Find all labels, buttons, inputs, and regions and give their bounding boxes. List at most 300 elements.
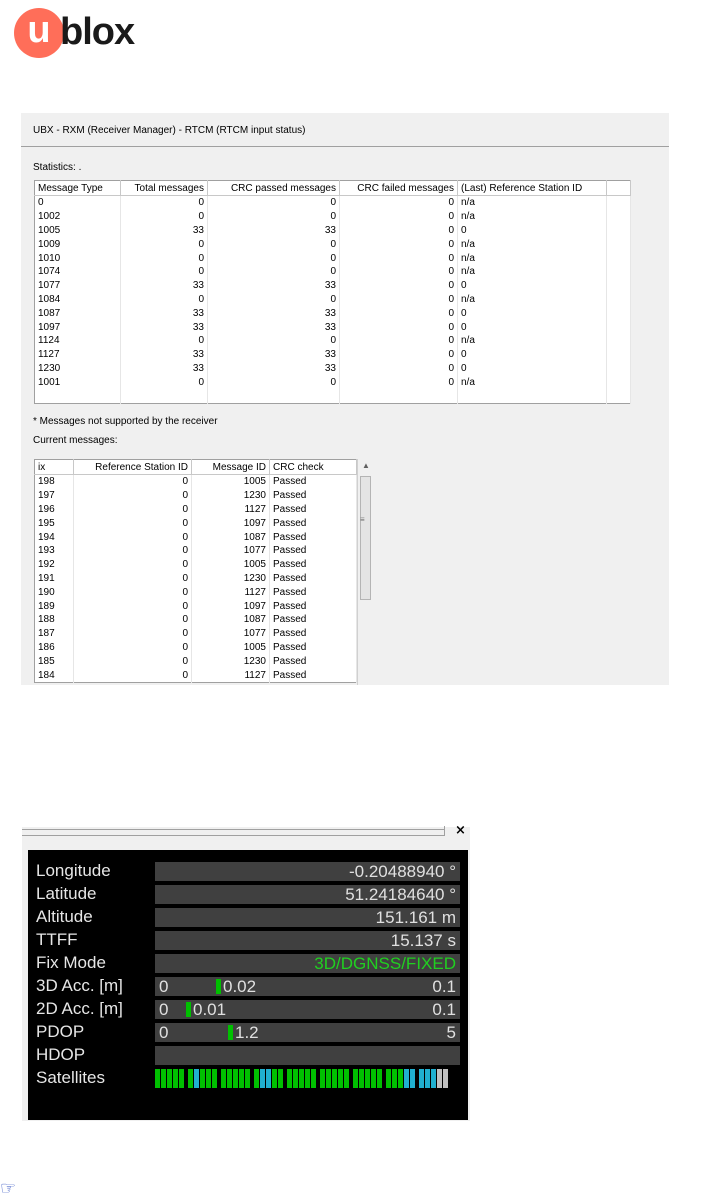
satellite-bar (254, 1069, 259, 1088)
cell-crc-failed: 0 (340, 224, 458, 238)
cell-ix: 188 (35, 613, 74, 627)
cell-ref-station: n/a (458, 265, 607, 279)
acc2d-label: 2D Acc. [m] (36, 999, 123, 1018)
satellite-bar (332, 1069, 337, 1088)
cell-filler (607, 237, 631, 251)
acc2d-marker (186, 1002, 191, 1017)
satellite-bar (365, 1069, 370, 1088)
cell-ref-station: 0 (458, 224, 607, 238)
row-3d-accuracy (28, 975, 468, 997)
col-header-ref-station[interactable]: (Last) Reference Station ID (458, 181, 607, 196)
cell-crc-check: Passed (270, 668, 357, 682)
cell-message-type: 1087 (35, 306, 121, 320)
pdop-label: PDOP (36, 1022, 85, 1041)
cell-message-id: 1127 (192, 503, 270, 517)
fix-mode-label: Fix Mode (36, 953, 106, 972)
ttff-value: 15.137 s (390, 931, 456, 950)
window-title: UBX - RXM (Receiver Manager) - RTCM (RTCM input status) (33, 125, 306, 136)
cell-message-type: 1230 (35, 362, 121, 376)
satellite-bar (200, 1069, 205, 1088)
cell-crc-failed: 0 (340, 210, 458, 224)
cell-crc-passed: 0 (208, 196, 340, 210)
cell-total: 0 (121, 293, 208, 307)
cell-crc-failed: 0 (340, 348, 458, 362)
cell-ref-station-id: 0 (74, 572, 192, 586)
cell-total: 0 (121, 251, 208, 265)
satellite-bar (431, 1069, 436, 1088)
current-messages-label: Current messages: (33, 435, 118, 446)
acc3d-min: 0 (159, 977, 169, 996)
cell-crc-check: Passed (270, 572, 357, 586)
current-message-row[interactable] (35, 599, 372, 613)
statistics-row[interactable] (35, 196, 631, 210)
latitude-value: 51.24184640 ° (345, 885, 456, 904)
altitude-value: 151.161 m (375, 908, 456, 927)
cell-message-type: 1124 (35, 334, 121, 348)
satellite-bar (299, 1069, 304, 1088)
cell-ix: 193 (35, 544, 74, 558)
cell-ref-station: n/a (458, 196, 607, 210)
cell-crc-check: Passed (270, 558, 357, 572)
altitude-box (155, 908, 460, 927)
cell-crc-failed: 0 (340, 334, 458, 348)
panel-gripper (444, 826, 447, 836)
cell-crc-passed: 33 (208, 348, 340, 362)
cell-filler (607, 362, 631, 376)
footnote: * Messages not supported by the receiver (33, 416, 218, 427)
hdop-box (155, 1046, 460, 1065)
current-header-row (35, 460, 372, 475)
cell-message-type: 0 (35, 196, 121, 210)
cell-crc-failed: 0 (340, 279, 458, 293)
col-header-filler (607, 181, 631, 196)
cell-ix: 191 (35, 572, 74, 586)
satellite-bar (173, 1069, 178, 1088)
cell-ref-station-id: 0 (74, 641, 192, 655)
satellite-bar (404, 1069, 409, 1088)
col-header-total[interactable]: Total messages (121, 181, 208, 196)
current-message-row[interactable] (35, 654, 372, 668)
current-message-row[interactable] (35, 530, 372, 544)
satellite-bar (260, 1069, 265, 1088)
satellite-bar (287, 1069, 292, 1088)
pdop-gauge (155, 1023, 460, 1042)
cell-crc-passed: 0 (208, 251, 340, 265)
cell-ix: 192 (35, 558, 74, 572)
rtcm-status-window (21, 113, 669, 685)
cell-crc-check: Passed (270, 530, 357, 544)
statistics-row[interactable] (35, 320, 631, 334)
current-messages-table (34, 459, 372, 683)
satellite-signal-strip (155, 1069, 460, 1088)
cell-message-type: 1001 (35, 375, 121, 389)
cell-filler (607, 320, 631, 334)
cell-filler (607, 293, 631, 307)
cell-ix: 190 (35, 585, 74, 599)
col-header-ref-station-id[interactable]: Reference Station ID (74, 460, 192, 475)
col-header-message-id[interactable]: Message ID (192, 460, 270, 475)
statistics-label: Statistics: . (33, 162, 82, 173)
cell-ix: 196 (35, 503, 74, 517)
cell-crc-check: Passed (270, 475, 357, 489)
cell-message-type: 1077 (35, 279, 121, 293)
cell-total: 33 (121, 362, 208, 376)
statistics-row[interactable] (35, 265, 631, 279)
satellite-bar (386, 1069, 391, 1088)
title-divider (21, 146, 669, 147)
acc3d-gauge (155, 977, 460, 996)
cell-filler (607, 306, 631, 320)
cell-crc-passed: 0 (208, 237, 340, 251)
cell-ref-station: n/a (458, 293, 607, 307)
cell-ref-station-id: 0 (74, 489, 192, 503)
cell-ref-station-id: 0 (74, 475, 192, 489)
acc2d-min: 0 (159, 1000, 169, 1019)
cell-crc-passed: 0 (208, 210, 340, 224)
satellites-label: Satellites (36, 1068, 105, 1087)
row-latitude (28, 883, 468, 905)
satellite-bar (266, 1069, 271, 1088)
cell-ref-station: 0 (458, 279, 607, 293)
current-message-row[interactable] (35, 516, 372, 530)
fix-mode-box (155, 954, 460, 973)
cell-ref-station-id: 0 (74, 530, 192, 544)
cell-total: 33 (121, 320, 208, 334)
cell-ref-station: 0 (458, 306, 607, 320)
cell-ix: 187 (35, 627, 74, 641)
current-message-row[interactable] (35, 641, 372, 655)
logo-text: blox (60, 11, 135, 53)
satellite-bar (344, 1069, 349, 1088)
row-altitude (28, 906, 468, 928)
statistics-row[interactable] (35, 293, 631, 307)
cell-message-id: 1087 (192, 613, 270, 627)
statistics-row[interactable] (35, 279, 631, 293)
cell-message-id: 1230 (192, 572, 270, 586)
cell-filler (607, 210, 631, 224)
cell-ref-station: n/a (458, 210, 607, 224)
cell-ref-station-id: 0 (74, 613, 192, 627)
cell-crc-check: Passed (270, 585, 357, 599)
cell-empty (121, 389, 208, 403)
ttff-label: TTFF (36, 930, 78, 949)
satellite-bar (353, 1069, 358, 1088)
cell-message-id: 1127 (192, 585, 270, 599)
current-message-row[interactable] (35, 613, 372, 627)
cell-crc-check: Passed (270, 544, 357, 558)
satellite-bar (272, 1069, 277, 1088)
cell-empty (35, 389, 121, 403)
cell-message-type: 1084 (35, 293, 121, 307)
cell-crc-failed: 0 (340, 196, 458, 210)
satellite-bar (338, 1069, 343, 1088)
satellite-bar (167, 1069, 172, 1088)
scrollbar-thumb[interactable] (360, 476, 371, 600)
cell-empty (458, 389, 607, 403)
ublox-logo (14, 8, 174, 58)
acc3d-marker (216, 979, 221, 994)
longitude-value: -0.20488940 ° (349, 862, 456, 881)
current-message-row[interactable] (35, 475, 372, 489)
col-header-message-type[interactable]: Message Type (35, 181, 121, 196)
cell-message-type: 1097 (35, 320, 121, 334)
satellite-bar (311, 1069, 316, 1088)
cell-total: 0 (121, 210, 208, 224)
cell-total: 0 (121, 265, 208, 279)
cell-crc-failed: 0 (340, 375, 458, 389)
cell-total: 33 (121, 348, 208, 362)
cell-empty (340, 389, 458, 403)
row-2d-accuracy (28, 998, 468, 1020)
cell-message-type: 1005 (35, 224, 121, 238)
statistics-row[interactable] (35, 348, 631, 362)
row-longitude (28, 860, 468, 882)
row-pdop (28, 1021, 468, 1043)
data-view-frame (22, 823, 470, 1121)
cell-ref-station-id: 0 (74, 599, 192, 613)
statistics-header-row (35, 181, 631, 196)
satellite-bar (293, 1069, 298, 1088)
cell-crc-check: Passed (270, 516, 357, 530)
scroll-up-arrow-icon[interactable]: ▲ (362, 461, 370, 470)
cell-message-id: 1077 (192, 627, 270, 641)
cell-ref-station: n/a (458, 375, 607, 389)
cell-total: 33 (121, 306, 208, 320)
cell-message-type: 1009 (35, 237, 121, 251)
statistics-table (34, 180, 631, 404)
cell-message-type: 1010 (35, 251, 121, 265)
cell-ref-station-id: 0 (74, 585, 192, 599)
cell-ix: 194 (35, 530, 74, 544)
current-message-row[interactable] (35, 585, 372, 599)
cell-crc-failed: 0 (340, 293, 458, 307)
cell-crc-passed: 0 (208, 334, 340, 348)
cell-filler (607, 251, 631, 265)
longitude-label: Longitude (36, 861, 111, 880)
cell-ref-station-id: 0 (74, 627, 192, 641)
current-message-row[interactable] (35, 668, 372, 682)
satellite-bar (359, 1069, 364, 1088)
satellite-bar (233, 1069, 238, 1088)
cell-message-id: 1005 (192, 475, 270, 489)
satellite-bar (410, 1069, 415, 1088)
cell-total: 0 (121, 196, 208, 210)
statistics-row[interactable] (35, 224, 631, 238)
cell-filler (607, 265, 631, 279)
cell-ref-station: 0 (458, 348, 607, 362)
row-hdop (28, 1044, 468, 1066)
cell-filler (607, 196, 631, 210)
acc3d-label: 3D Acc. [m] (36, 976, 123, 995)
cell-ix: 197 (35, 489, 74, 503)
cell-ix: 184 (35, 668, 74, 682)
altitude-label: Altitude (36, 907, 93, 926)
cell-crc-failed: 0 (340, 265, 458, 279)
ttff-box (155, 931, 460, 950)
close-icon[interactable]: × (455, 823, 466, 838)
statistics-row[interactable] (35, 210, 631, 224)
longitude-box (155, 862, 460, 881)
statistics-row[interactable] (35, 237, 631, 251)
cell-ref-station-id: 0 (74, 654, 192, 668)
statistics-empty-row (35, 389, 631, 403)
satellite-bar (221, 1069, 226, 1088)
satellite-bar (179, 1069, 184, 1088)
cell-ref-station-id: 0 (74, 544, 192, 558)
cell-total: 0 (121, 375, 208, 389)
cell-crc-failed: 0 (340, 320, 458, 334)
satellite-bar (212, 1069, 217, 1088)
cell-total: 33 (121, 224, 208, 238)
col-header-ix[interactable]: ix (35, 460, 74, 475)
satellite-bar (398, 1069, 403, 1088)
cell-message-type: 1074 (35, 265, 121, 279)
satellite-bar (419, 1069, 424, 1088)
scroll-grip-icon: ≡ (360, 515, 365, 524)
cell-crc-failed: 0 (340, 306, 458, 320)
cell-crc-check: Passed (270, 641, 357, 655)
current-message-row[interactable] (35, 503, 372, 517)
cell-message-id: 1230 (192, 489, 270, 503)
cell-crc-failed: 0 (340, 237, 458, 251)
satellite-bar (371, 1069, 376, 1088)
satellite-bar (194, 1069, 199, 1088)
cell-crc-check: Passed (270, 489, 357, 503)
statistics-row[interactable] (35, 375, 631, 389)
cell-total: 33 (121, 279, 208, 293)
logo-u: u (14, 8, 64, 58)
panel-drag-bar[interactable] (22, 829, 444, 836)
acc3d-current: 0.02 (223, 977, 257, 996)
acc2d-max: 0.1 (432, 1000, 456, 1019)
cell-empty (607, 389, 631, 403)
satellite-bar (227, 1069, 232, 1088)
cell-crc-check: Passed (270, 654, 357, 668)
cell-empty (208, 389, 340, 403)
cell-ref-station: 0 (458, 362, 607, 376)
acc3d-max: 0.1 (432, 977, 456, 996)
satellite-bar (320, 1069, 325, 1088)
satellite-bar (437, 1069, 442, 1088)
cell-ref-station: n/a (458, 334, 607, 348)
statistics-row[interactable] (35, 334, 631, 348)
col-header-crc-check[interactable]: CRC check (270, 460, 357, 475)
cell-total: 0 (121, 237, 208, 251)
pdop-current: 1.2 (235, 1023, 259, 1042)
cell-ref-station-id: 0 (74, 503, 192, 517)
satellite-bar (305, 1069, 310, 1088)
cell-crc-passed: 33 (208, 279, 340, 293)
statistics-row[interactable] (35, 362, 631, 376)
satellite-bar (425, 1069, 430, 1088)
cell-message-id: 1077 (192, 544, 270, 558)
cell-message-id: 1230 (192, 654, 270, 668)
statistics-row[interactable] (35, 251, 631, 265)
cell-message-id: 1097 (192, 599, 270, 613)
cell-crc-check: Passed (270, 627, 357, 641)
cell-crc-check: Passed (270, 599, 357, 613)
cell-ix: 198 (35, 475, 74, 489)
row-satellites (28, 1067, 468, 1089)
latitude-box (155, 885, 460, 904)
satellite-bar (443, 1069, 448, 1088)
cell-crc-passed: 0 (208, 293, 340, 307)
col-header-crc-passed[interactable]: CRC passed messages (208, 181, 340, 196)
current-message-row[interactable] (35, 627, 372, 641)
cell-ref-station-id: 0 (74, 668, 192, 682)
cell-message-id: 1127 (192, 668, 270, 682)
cell-message-id: 1087 (192, 530, 270, 544)
hdop-label: HDOP (36, 1045, 86, 1064)
cell-message-type: 1002 (35, 210, 121, 224)
current-messages-scrollbar[interactable] (357, 459, 373, 685)
cell-filler (607, 224, 631, 238)
cell-message-id: 1097 (192, 516, 270, 530)
satellite-bar (278, 1069, 283, 1088)
cell-ref-station-id: 0 (74, 516, 192, 530)
latitude-label: Latitude (36, 884, 97, 903)
data-view-panel (28, 850, 468, 1120)
satellite-bar (326, 1069, 331, 1088)
cell-crc-passed: 33 (208, 224, 340, 238)
cell-crc-passed: 0 (208, 265, 340, 279)
satellite-bar (377, 1069, 382, 1088)
current-message-row[interactable] (35, 489, 372, 503)
pointing-hand-icon: ☞ (0, 1178, 17, 1199)
cell-ref-station: n/a (458, 237, 607, 251)
fix-mode-value: 3D/DGNSS/FIXED (314, 954, 456, 973)
satellite-bar (161, 1069, 166, 1088)
cell-filler (607, 279, 631, 293)
satellite-bar (206, 1069, 211, 1088)
cell-message-type: 1127 (35, 348, 121, 362)
current-message-row[interactable] (35, 558, 372, 572)
row-ttff (28, 929, 468, 951)
acc2d-current: 0.01 (193, 1000, 227, 1019)
cell-ix: 185 (35, 654, 74, 668)
cell-crc-passed: 33 (208, 362, 340, 376)
acc2d-gauge (155, 1000, 460, 1019)
cell-ix: 189 (35, 599, 74, 613)
cell-crc-check: Passed (270, 503, 357, 517)
satellite-bar (392, 1069, 397, 1088)
cell-filler (607, 334, 631, 348)
pdop-max: 5 (446, 1023, 456, 1042)
cell-ix: 195 (35, 516, 74, 530)
cell-message-id: 1005 (192, 641, 270, 655)
cell-ref-station-id: 0 (74, 558, 192, 572)
pdop-min: 0 (159, 1023, 169, 1042)
cell-crc-check: Passed (270, 613, 357, 627)
col-header-crc-failed[interactable]: CRC failed messages (340, 181, 458, 196)
current-message-row[interactable] (35, 572, 372, 586)
satellite-bar (239, 1069, 244, 1088)
cell-ref-station: 0 (458, 320, 607, 334)
cell-ix: 186 (35, 641, 74, 655)
cell-crc-passed: 0 (208, 375, 340, 389)
statistics-row[interactable] (35, 306, 631, 320)
current-message-row[interactable] (35, 544, 372, 558)
cell-message-id: 1005 (192, 558, 270, 572)
cell-crc-failed: 0 (340, 251, 458, 265)
cell-crc-passed: 33 (208, 306, 340, 320)
satellite-bar (245, 1069, 250, 1088)
cell-filler (607, 375, 631, 389)
pdop-marker (228, 1025, 233, 1040)
satellite-bar (155, 1069, 160, 1088)
cell-ref-station: n/a (458, 251, 607, 265)
cell-total: 0 (121, 334, 208, 348)
